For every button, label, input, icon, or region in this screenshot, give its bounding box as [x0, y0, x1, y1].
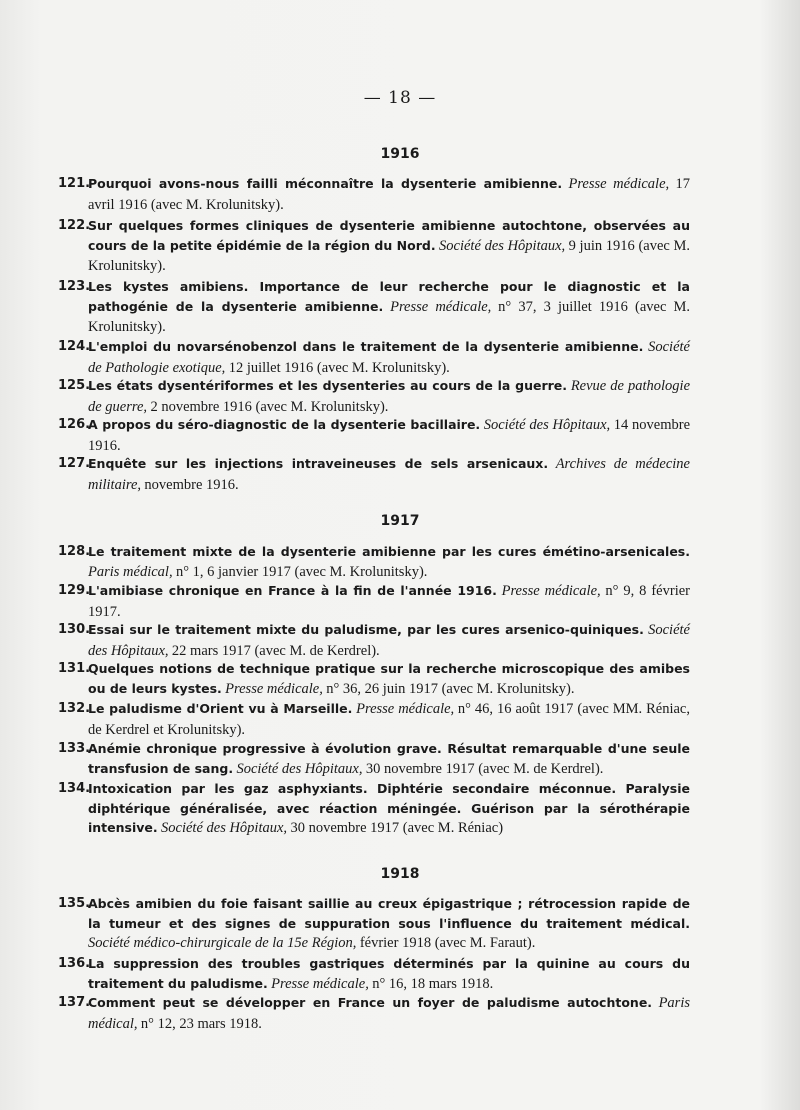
- entry-source: Société de Pathologie exotique,: [88, 339, 690, 376]
- bibliography-entry-122: [58, 216, 690, 277]
- entry-details: n° 46, 16 août 1917 (avec MM. Réniac, de Kerdrel et Krolunitsky).: [88, 701, 690, 738]
- entry-title: Quelques notions de technique pratique sur la recherche microscopique des amibes ou de leurs kystes.: [88, 661, 690, 696]
- entry-title: La suppression des troubles gastriques déterminés par la quinine au cours du traitement du paludisme.: [88, 956, 690, 991]
- entry-title: Essai sur le traitement mixte du paludisme, par les cures arsenico-quiniques.: [88, 622, 644, 637]
- bibliography-entry-129: [58, 581, 690, 622]
- entry-title: Enquête sur les injections intraveineuses de sels arsenicaux.: [88, 456, 549, 471]
- entry-source: Revue de pathologie de guerre,: [88, 378, 691, 415]
- entry-title: Anémie chronique progressive à évolution grave. Résultat remarquable d'une seule transfusion de sang.: [88, 741, 690, 776]
- entry-source: Presse médicale,: [390, 298, 492, 315]
- bibliography-entry-123: [58, 277, 690, 338]
- entry-title: Intoxication par les gaz asphyxiants. Diphtérie secondaire méconnue. Paralysie diphtérique généralisée, avec réaction méningée. Guérison par la sérothérapie intensive.: [88, 781, 690, 835]
- bibliography-entry-137: [58, 993, 690, 1034]
- entry-source: Paris médical,: [88, 563, 173, 580]
- entry-source: Société des Hôpitaux,: [483, 417, 611, 433]
- entry-title: Pourquoi avons-nous failli méconnaître la dysenterie amibienne.: [88, 176, 563, 191]
- entry-title: Comment peut se développer en France un foyer de paludisme autochtone.: [88, 995, 653, 1010]
- entry-title: Sur quelques formes cliniques de dysenterie amibienne autochtone, observées au cours de la petite épidémie de la région du Nord.: [88, 218, 690, 253]
- bibliography-entry-131: [58, 659, 690, 699]
- year-heading-1918: 1918: [380, 866, 420, 882]
- entry-details: 22 mars 1917 (avec M. de Kerdrel).: [171, 642, 380, 659]
- entry-source: Société des Hôpitaux,: [236, 760, 363, 777]
- bibliography-entry-124: [58, 337, 690, 378]
- bibliography-entry-130: [58, 620, 690, 661]
- entry-number: 129.: [58, 583, 91, 598]
- entry-title: Les états dysentériformes et les dysenteries au cours de la guerre.: [88, 378, 568, 393]
- bibliography-entry-136: [58, 954, 690, 994]
- entry-title: Les kystes amibiens. Importance de leur recherche pour le diagnostic et la pathogénie de la dysenterie amibienne.: [88, 279, 690, 314]
- bibliography-entry-121: [58, 174, 690, 215]
- entry-source: Archives de médecine militaire,: [88, 456, 690, 493]
- entry-details: 14 novembre 1916.: [88, 417, 691, 454]
- entry-details: n° 12, 23 mars 1918.: [140, 1015, 262, 1032]
- entry-number: 134.: [58, 781, 91, 796]
- entry-details: n° 36, 26 juin 1917 (avec M. Krolunitsky).: [326, 680, 575, 697]
- entry-details: 17 avril 1916 (avec M. Krolunitsky).: [88, 176, 690, 213]
- entry-number: 124.: [58, 339, 91, 354]
- bibliography-entry-133: [58, 739, 690, 779]
- entry-title: A propos du séro-diagnostic de la dysenterie bacillaire.: [88, 417, 481, 432]
- entry-source: Société des Hôpitaux,: [88, 622, 690, 659]
- entry-number: 133.: [58, 741, 91, 756]
- entry-details: n° 1, 6 janvier 1917 (avec M. Krolunitsky).: [175, 563, 428, 580]
- entry-source: Presse médicale,: [568, 176, 670, 192]
- entry-number: 132.: [58, 701, 91, 716]
- entry-details: février 1918 (avec M. Faraut).: [359, 935, 536, 951]
- entry-title: Le traitement mixte de la dysenterie amibienne par les cures émétino-arsenicales.: [88, 544, 690, 559]
- bibliography-entry-132: [58, 699, 690, 740]
- page-number: — 18 —: [363, 88, 437, 108]
- bibliography-entry-135: [58, 894, 690, 954]
- entry-number: 122.: [58, 218, 91, 233]
- entry-details: 30 novembre 1917 (avec M. Réniac): [290, 820, 504, 836]
- entry-source: Presse médicale,: [356, 701, 455, 717]
- entry-source: Presse médicale,: [271, 975, 369, 992]
- entry-number: 136.: [58, 956, 91, 971]
- bibliography-entry-134: [58, 779, 690, 839]
- entry-title: Abcès amibien du foie faisant saillie au creux épigastrique ; rétrocession rapide de la tumeur et des signes de suppuration sous l'influence du traitement médical.: [88, 896, 690, 931]
- entry-details: n° 37, 3 juillet 1916 (avec M. Krolunitsky).: [88, 298, 691, 335]
- entry-number: 135.: [58, 896, 91, 911]
- entry-details: 12 juillet 1916 (avec M. Krolunitsky).: [228, 359, 450, 376]
- entry-number: 126.: [58, 417, 91, 432]
- entry-number: 137.: [58, 995, 91, 1010]
- entry-details: n° 16, 18 mars 1918.: [372, 975, 494, 992]
- bibliography-entry-127: [58, 454, 690, 495]
- year-heading-1917: 1917: [380, 513, 420, 529]
- entry-number: 128.: [58, 544, 91, 559]
- bibliography-entry-125: [58, 376, 690, 417]
- entry-number: 121.: [58, 176, 91, 191]
- entry-source: Société des Hôpitaux,: [161, 820, 288, 836]
- entry-source: Société des Hôpitaux,: [439, 237, 566, 254]
- entry-source: Paris médical,: [88, 995, 690, 1032]
- entry-number: 127.: [58, 456, 91, 471]
- entry-number: 123.: [58, 279, 91, 294]
- entry-details: novembre 1916.: [144, 476, 239, 493]
- entry-details: n° 9, 8 février 1917.: [88, 583, 690, 620]
- entry-source: Presse médicale,: [501, 583, 601, 599]
- entry-title: L'emploi du novarsénobenzol dans le traitement de la dysenterie amibienne.: [88, 339, 644, 354]
- entry-source: Presse médicale,: [225, 680, 323, 697]
- entry-details: 2 novembre 1916 (avec M. Krolunitsky).: [150, 398, 389, 415]
- entry-number: 131.: [58, 661, 91, 676]
- bibliography-entry-128: [58, 542, 690, 582]
- bibliography-entry-126: [58, 415, 690, 456]
- entry-number: 130.: [58, 622, 91, 637]
- entry-number: 125.: [58, 378, 91, 393]
- entry-source: Société médico-chirurgicale de la 15e Région,: [88, 935, 357, 951]
- year-heading-1916: 1916: [380, 146, 420, 162]
- entry-details: 30 novembre 1917 (avec M. de Kerdrel).: [365, 760, 604, 777]
- entry-title: Le paludisme d'Orient vu à Marseille.: [88, 701, 353, 716]
- entry-details: 9 juin 1916 (avec M. Krolunitsky).: [88, 237, 691, 274]
- entry-title: L'amibiase chronique en France à la fin de l'année 1916.: [88, 583, 497, 598]
